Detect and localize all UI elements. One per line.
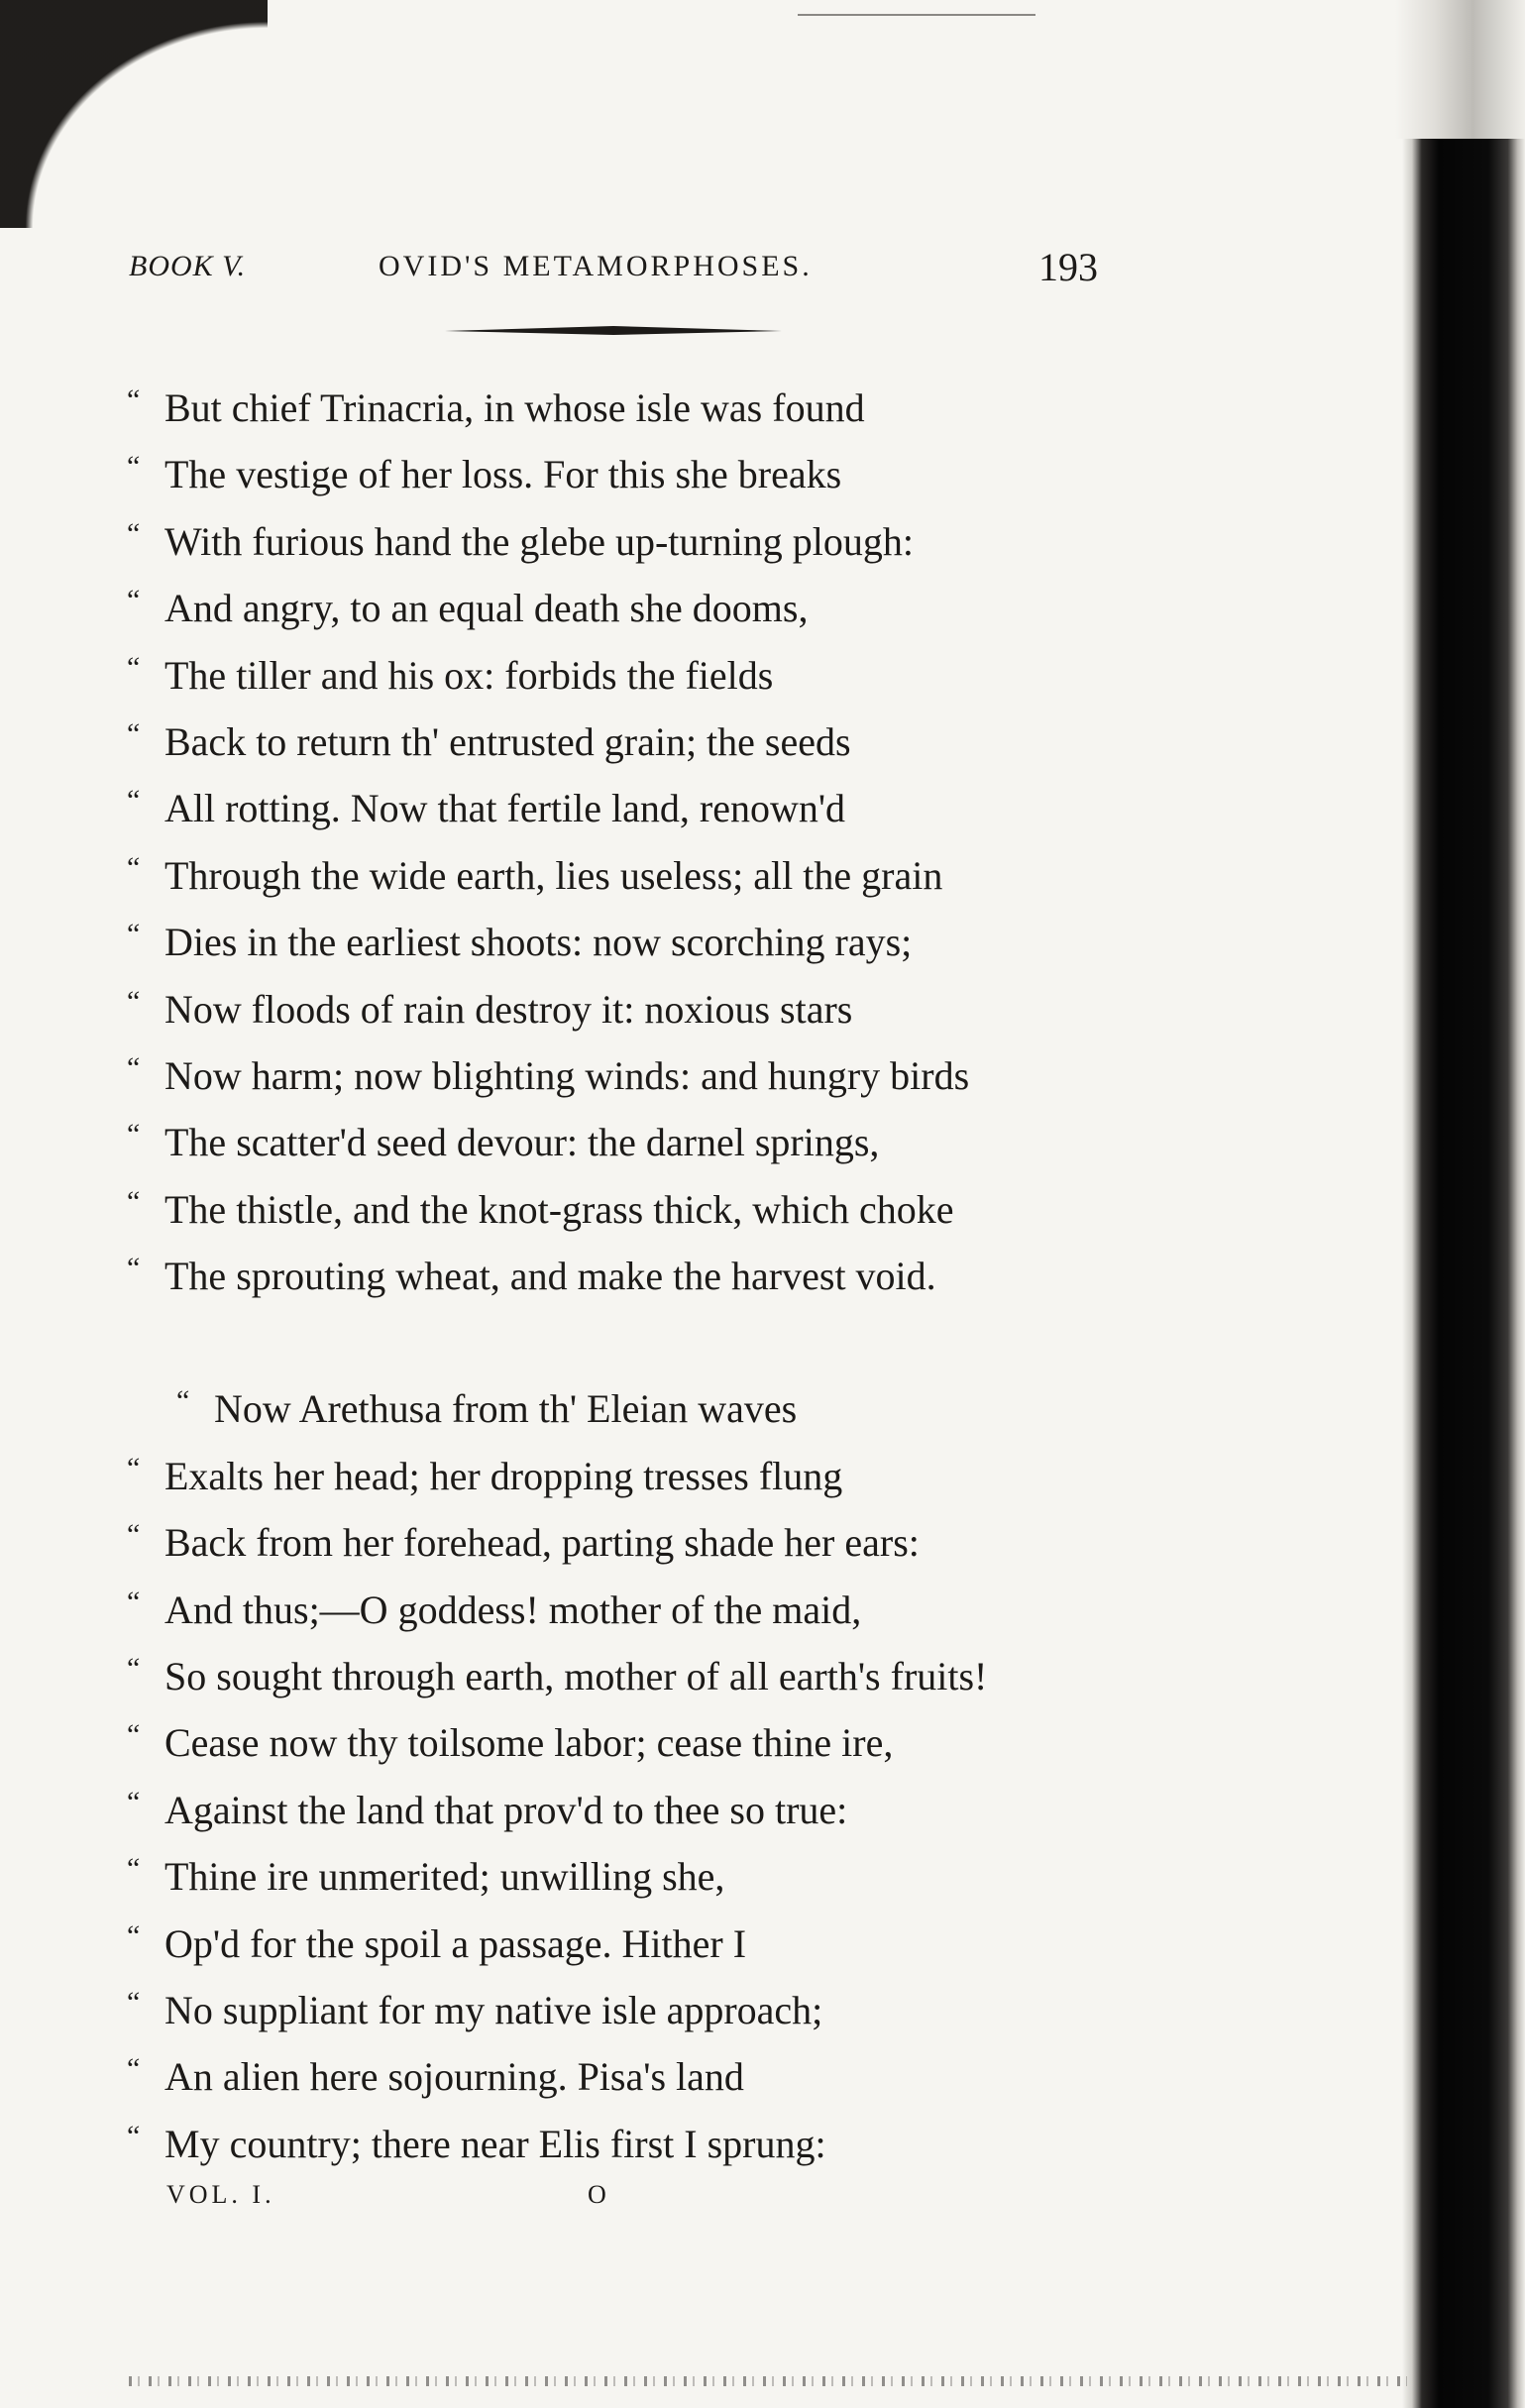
- verse-text: Now Arethusa from th' Eleian waves: [214, 1386, 798, 1432]
- opening-quote: “: [127, 1184, 141, 1218]
- opening-quote: “: [127, 1785, 141, 1818]
- scan-binding-top: [1395, 0, 1525, 139]
- verse-line: [127, 1977, 1118, 2043]
- opening-quote: “: [127, 1252, 141, 1285]
- opening-quote: “: [127, 1050, 141, 1084]
- verse-line: [127, 1042, 1118, 1109]
- opening-quote: “: [127, 1718, 141, 1752]
- verse-text: With furious hand the glebe up-turning plough:: [164, 518, 915, 564]
- verse-line: [127, 842, 1118, 909]
- verse-text: And angry, to an equal death she dooms,: [164, 586, 809, 631]
- verse-text: The tiller and his ox: forbids the fields: [164, 652, 774, 698]
- opening-quote: “: [127, 650, 141, 684]
- verse-text: But chief Trinacria, in whose isle was found: [164, 385, 865, 430]
- verse-text: An alien here sojourning. Pisa's land: [164, 2054, 744, 2100]
- verse-text: The sprouting wheat, and make the harvest void.: [164, 1254, 936, 1299]
- header-ornament-rule: [445, 323, 782, 337]
- verse-text: And thus;—O goddess! mother of the maid,: [164, 1587, 862, 1632]
- verse-line: [127, 775, 1118, 841]
- opening-quote: “: [127, 1652, 141, 1686]
- verse-line: [127, 976, 1118, 1042]
- verse-text: Back to return th' entrusted grain; the seeds: [164, 718, 851, 764]
- verse-line: [127, 1577, 1118, 1643]
- verse-text: Now harm; now blighting winds: and hungry birds: [164, 1052, 970, 1098]
- verse-line: [127, 2043, 1118, 2110]
- stanza-1: [127, 375, 1118, 1309]
- verse-text: Exalts her head; her dropping tresses flung: [164, 1453, 843, 1498]
- verse-text: The thistle, and the knot-grass thick, which choke: [164, 1186, 954, 1232]
- scan-corner-shadow: [0, 0, 268, 228]
- poem-body: [127, 375, 1118, 2177]
- stanza-2: [127, 1375, 1118, 2177]
- signature-mark: O: [588, 2180, 606, 2209]
- verse-line: [127, 1375, 1118, 1442]
- opening-quote: “: [176, 1384, 190, 1418]
- opening-quote: “: [127, 1451, 141, 1484]
- scan-top-rule: [798, 14, 1035, 16]
- verse-line: [127, 642, 1118, 709]
- verse-text: So sought through earth, mother of all earth's fruits!: [164, 1654, 988, 1699]
- running-header: [129, 245, 1120, 299]
- opening-quote: “: [127, 383, 141, 416]
- verse-text: Dies in the earliest shoots: now scorching rays;: [164, 920, 913, 965]
- opening-quote: “: [127, 450, 141, 484]
- opening-quote: “: [127, 1585, 141, 1618]
- page-number: 193: [1038, 245, 1098, 289]
- verse-text: Through the wide earth, lies useless; all the grain: [164, 852, 943, 898]
- opening-quote: “: [127, 1118, 141, 1151]
- verse-text: Op'd for the spoil a passage. Hither I: [164, 1920, 747, 1966]
- verse-text: Cease now thy toilsome labor; cease thine ire,: [164, 1720, 894, 1766]
- verse-line: [127, 441, 1118, 507]
- verse-line: [127, 508, 1118, 575]
- verse-text: All rotting. Now that fertile land, renown'd: [164, 786, 846, 831]
- opening-quote: “: [127, 584, 141, 617]
- verse-line: [127, 909, 1118, 975]
- opening-quote: “: [127, 2119, 141, 2152]
- opening-quote: “: [127, 1918, 141, 1952]
- opening-quote: “: [127, 1518, 141, 1552]
- verse-line: [127, 1109, 1118, 1175]
- opening-quote: “: [127, 784, 141, 818]
- scan-binding-edge: [1402, 139, 1525, 2408]
- running-title: OVID'S METAMORPHOSES.: [379, 250, 813, 282]
- verse-text: No suppliant for my native isle approach;: [164, 1987, 823, 2032]
- verse-text: The scatter'd seed devour: the darnel springs,: [164, 1120, 880, 1165]
- opening-quote: “: [127, 716, 141, 750]
- verse-line: [127, 1443, 1118, 1509]
- verse-line: [127, 1509, 1118, 1576]
- volume-signature: VOL. I.: [166, 2180, 275, 2209]
- verse-line: [127, 575, 1118, 641]
- verse-text: The vestige of her loss. For this she breaks: [164, 452, 842, 497]
- opening-quote: “: [127, 984, 141, 1018]
- verse-text: Back from her forehead, parting shade her ears:: [164, 1520, 920, 1566]
- verse-line: [127, 1709, 1118, 1776]
- verse-line: [127, 1777, 1118, 1843]
- verse-line: [127, 709, 1118, 775]
- opening-quote: “: [127, 516, 141, 550]
- opening-quote: “: [127, 1985, 141, 2019]
- verse-text: Thine ire unmerited; unwilling she,: [164, 1854, 725, 1900]
- verse-text: Against the land that prov'd to thee so true:: [164, 1787, 848, 1832]
- scan-bottom-noise: [129, 2376, 1407, 2386]
- verse-line: [127, 375, 1118, 441]
- book-label: BOOK V.: [129, 250, 247, 282]
- opening-quote: “: [127, 1852, 141, 1886]
- verse-text: My country; there near Elis first I sprung:: [164, 2121, 826, 2166]
- verse-line: [127, 1911, 1118, 1977]
- opening-quote: “: [127, 850, 141, 884]
- page-footer: [166, 2180, 761, 2220]
- verse-line: [127, 1643, 1118, 1709]
- verse-line: [127, 2111, 1118, 2177]
- opening-quote: “: [127, 918, 141, 951]
- opening-quote: “: [127, 2052, 141, 2086]
- verse-line: [127, 1243, 1118, 1309]
- verse-line: [127, 1176, 1118, 1243]
- verse-line: [127, 1843, 1118, 1910]
- verse-text: Now floods of rain destroy it: noxious stars: [164, 986, 853, 1032]
